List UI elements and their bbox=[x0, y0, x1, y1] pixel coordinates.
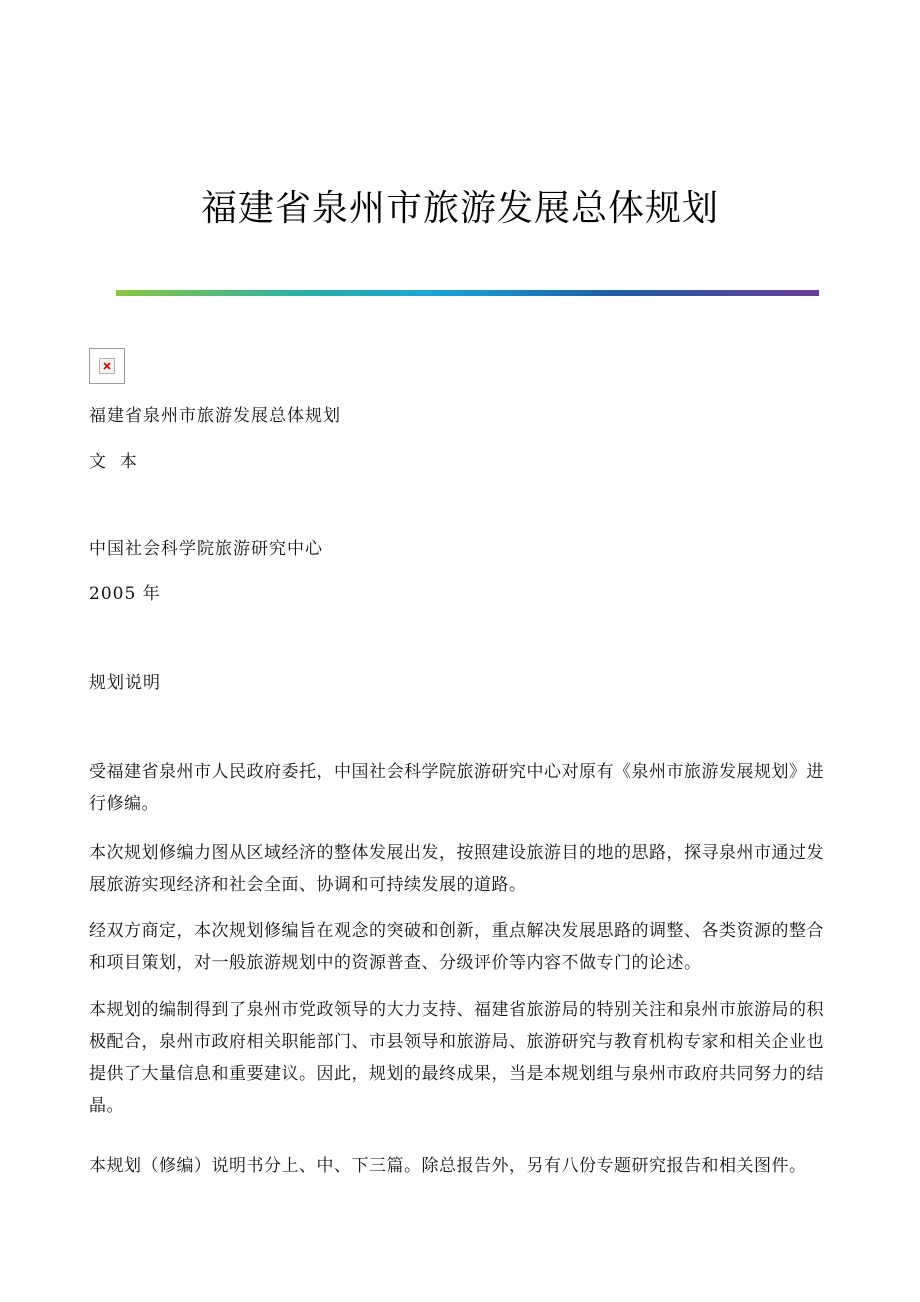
paragraph-2: 本次规划修编力图从区域经济的整体发展出发，按照建设旅游目的地的思路，探寻泉州市通过发展旅游实现经济和社会全面、协调和可持续发展的道路。 bbox=[89, 843, 824, 895]
document-type-label: 文 本 bbox=[89, 452, 138, 472]
document-year: 2005 年 bbox=[89, 584, 161, 604]
document-subtitle: 福建省泉州市旅游发展总体规划 bbox=[89, 406, 341, 426]
organization-name: 中国社会科学院旅游研究中心 bbox=[89, 539, 323, 559]
broken-image-placeholder bbox=[99, 358, 115, 374]
document-title: 福建省泉州市旅游发展总体规划 bbox=[200, 188, 719, 229]
section-heading: 规划说明 bbox=[89, 673, 161, 693]
paragraph-3: 经双方商定，本次规划修编旨在观念的突破和创新，重点解决发展思路的调整、各类资源的整合和项目策划，对一般旅游规划中的资源普查、分级评价等内容不做专门的论述。 bbox=[89, 921, 824, 973]
red-x-icon bbox=[100, 359, 114, 373]
paragraph-4: 本规划的编制得到了泉州市党政领导的大力支持、福建省旅游局的特别关注和泉州市旅游局的积极配合，泉州市政府相关职能部门、市县领导和旅游局、旅游研究与教育机构专家和相关企业也提供了大量信息和重要建议。因此，规划的最终成果，当是本规划组与泉州市政府共同努力的结晶。 bbox=[89, 1000, 824, 1116]
paragraph-1: 受福建省泉州市人民政府委托，中国社会科学院旅游研究中心对原有《泉州市旅游发展规划》进行修编。 bbox=[89, 762, 824, 814]
broken-image-icon bbox=[89, 348, 125, 384]
paragraph-5: 本规划（修编）说明书分上、中、下三篇。除总报告外，另有八份专题研究报告和相关图件。 bbox=[89, 1156, 807, 1176]
title-divider bbox=[116, 290, 819, 296]
